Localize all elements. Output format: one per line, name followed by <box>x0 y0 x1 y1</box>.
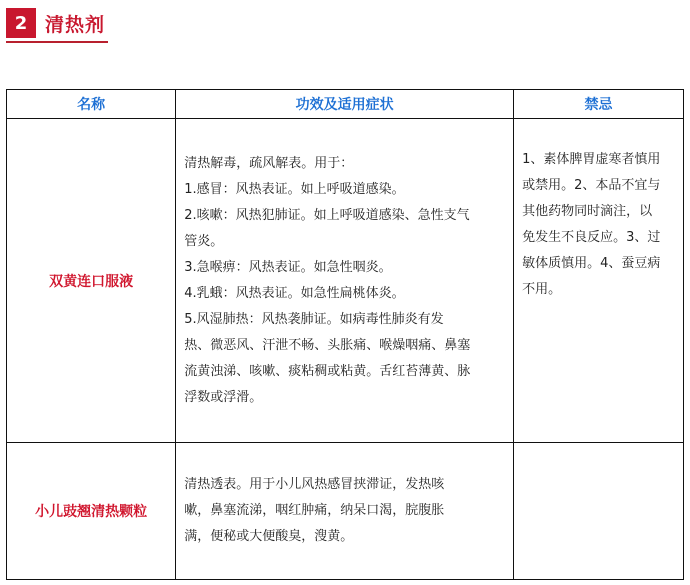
text-line: 不用。 <box>522 282 562 297</box>
text-line: 嗽，鼻塞流涕，咽红肿痛，纳呆口渴，脘腹胀 <box>184 503 445 518</box>
drug-table <box>6 89 684 580</box>
text-line: 热、微恶风、汗泄不畅、头胀痛、喉燥咽痛、鼻塞 <box>184 337 471 353</box>
text-line: 3.急喉痹：风热表证。如急性咽炎。 <box>184 259 392 275</box>
header-contraindications: 禁忌 <box>514 90 684 119</box>
text-line: 其他药物同时滴注，以 <box>522 204 653 219</box>
section-heading <box>6 8 105 38</box>
drug-name: 双黄连口服液 <box>7 119 176 443</box>
drug-name: 小儿豉翘清热颗粒 <box>7 443 176 580</box>
header-effects: 功效及适用症状 <box>176 90 514 119</box>
drug-contraindications <box>514 119 684 443</box>
text-line: 敏体质慎用。4、蚕豆病 <box>522 256 661 271</box>
text-line: 或禁用。2、本品不宜与 <box>522 178 661 193</box>
text-line: 浮数或浮滑。 <box>184 389 263 405</box>
section-number-badge: 2 <box>6 8 36 38</box>
drug-effects <box>176 119 514 443</box>
table-row <box>7 119 684 443</box>
text-line: 清热透表。用于小儿风热感冒挟滞证，发热咳 <box>184 477 445 492</box>
text-line: 满，便秘或大便酸臭，溲黄。 <box>184 529 354 544</box>
text-line: 1.感冒：风热表证。如上呼吸道感染。 <box>184 181 405 197</box>
text-line: 免发生不良反应。3、过 <box>522 230 661 245</box>
drug-contraindications <box>514 443 684 580</box>
text-line: 管炎。 <box>184 233 224 249</box>
text-line: 1、素体脾胃虚寒者慎用 <box>522 152 661 167</box>
text-line: 5.风湿肺热：风热袭肺证。如病毒性肺炎有发 <box>184 311 444 327</box>
section-underline <box>6 41 108 43</box>
text-line: 清热解毒，疏风解表。用于： <box>184 155 354 171</box>
drug-effects <box>176 443 514 580</box>
section-title: 清热剂 <box>45 13 106 36</box>
text-line: 2.咳嗽：风热犯肺证。如上呼吸道感染、急性支气 <box>184 207 470 223</box>
text-line: 流黄浊涕、咳嗽、痰粘稠或粘黄。舌红苔薄黄、脉 <box>184 363 471 379</box>
table-header-row <box>7 90 684 119</box>
header-name: 名称 <box>7 90 176 119</box>
table-row <box>7 443 684 580</box>
text-line: 4.乳蛾：风热表证。如急性扁桃体炎。 <box>184 285 405 301</box>
